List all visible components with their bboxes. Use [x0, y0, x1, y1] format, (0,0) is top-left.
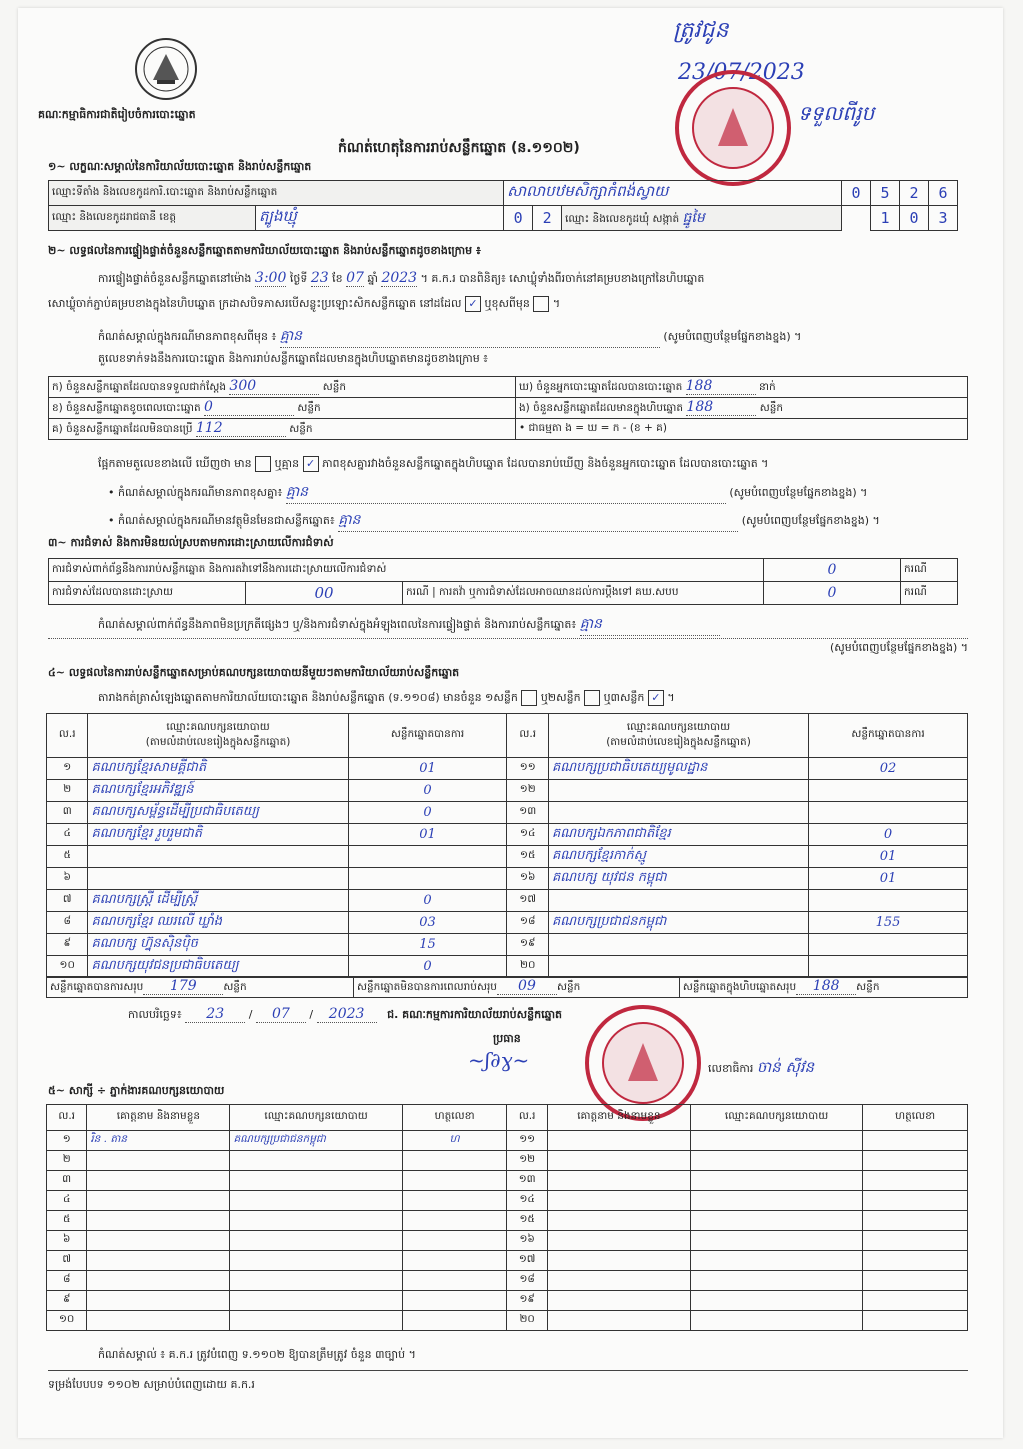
- party-name: គណបក្ស យុវជន កម្ពុជា: [548, 868, 808, 890]
- section2-para1: ការផ្ទៀងផ្ទាត់ចំនួនសន្លឹកឆ្នោតនៅម៉ោង 3:00 ថ្ងៃទី 23 ខែ 07 ឆ្នាំ 2023 ។ គ.ក.រ បានពិនិត្យ៖ សោឃ្លុំទាំងពីរចាក់នៅគម្របខាងក្រៅនៃហិបឆ្នោត: [98, 270, 705, 286]
- party-votes: [809, 890, 968, 912]
- party-no: ៩: [47, 934, 88, 956]
- count-year: 2023: [381, 270, 418, 286]
- section4-intro: តារាងកត់ត្រាសំឡេងឆ្នោតតាមការិយាល័យបោះឆ្នោត និងរាប់សន្លឹកឆ្នោត (ទ.១១០៨) មានចំនួន ១សន្លឹក ឬ២សន្លឹក ឬ៣សន្លឹក ✓ ។: [98, 691, 675, 704]
- witness-name: [547, 1131, 690, 1151]
- unused-ballots-value: 112: [196, 420, 286, 437]
- party-name: គណបក្សសម្ព័ន្ធដើម្បីប្រជាធិបតេយ្យ: [88, 802, 348, 824]
- bullet-foreign-objects: • កំណត់សម្គាល់ក្នុងករណីមានវត្ថុមិនមែនជាសន្លឹកឆ្នោត៖ គ្មាន (សូមបំពេញបន្ថែមផ្នែកខាងខ្នង) ។: [108, 510, 968, 532]
- appeal-value: 0: [764, 582, 901, 605]
- witness-no: ១៤: [507, 1191, 547, 1211]
- witness-signature: [402, 1211, 507, 1231]
- footer-note: កំណត់សម្គាល់ ៖ គ.ក.រ ត្រូវបំពេញ ទ.១១០២ ឱ្យបានត្រឹមត្រូវ ចំនួន ៣ច្បាប់ ។: [98, 1348, 416, 1361]
- witness-signature: [402, 1291, 507, 1311]
- sign-month: 07: [256, 1006, 306, 1023]
- witness-no: ៦: [47, 1231, 87, 1251]
- ballots-in-box-row: ង) ចំនួនសន្លឹកឆ្នោតដែលមានក្នុងហិបឆ្នោត 188 សន្លឹក: [516, 398, 968, 419]
- table-row: [47, 846, 968, 868]
- party-votes: 0: [809, 824, 968, 846]
- witness-party: [690, 1291, 862, 1311]
- sign-date-line: កាលបរិច្ឆេទ៖ 23 / 07 / 2023 ជ. គណៈកម្មការការិយាល័យរាប់សន្លឹកឆ្នោត: [128, 1006, 563, 1022]
- witness-party: គណបក្សប្រជាជនកម្ពុជា: [230, 1131, 402, 1151]
- checkbox-3-sheets[interactable]: ✓: [648, 690, 664, 706]
- party-no: ១៥: [507, 846, 548, 868]
- chair-label: ប្រធាន: [493, 1032, 521, 1045]
- section2-para3: ផ្អែកតាមតួលេខខាងលើ ឃើញថា មាន ឬគ្មាន ✓ ភាពខុសគ្នារវាងចំនួនសន្លឹកឆ្នោតក្នុងហិបឆ្នោត ដែលបានរាប់ឃើញ និងចំនួនអ្នកបោះឆ្នោត ដែលបានបោះឆ្នោត ។: [98, 457, 769, 470]
- nec-emblem-icon: [133, 36, 199, 102]
- table-row: [47, 780, 968, 802]
- section1-title: ១~ លក្ខណៈសម្គាល់នៃការិយាល័យបោះឆ្នោត និងរាប់សន្លឹកឆ្នោត: [48, 160, 312, 173]
- party-name: គណបក្សប្រជាធិបតេយ្យមូលដ្ឋាន: [548, 758, 808, 780]
- table-row: [47, 1171, 968, 1191]
- witness-signature: [402, 1231, 507, 1251]
- footer-form-label: ទម្រង់បែបបទ ១១០២ សម្រាប់បំពេញដោយ គ.ក.រ: [48, 1378, 255, 1391]
- unused-ballots-row: គ) ចំនួនសន្លឹកឆ្នោតដែលមិនបានប្រើ 112 សន្លឹក: [49, 419, 516, 440]
- witness-no: ៧: [47, 1251, 87, 1271]
- party-no: ១: [47, 758, 88, 780]
- total-invalid-value: 09: [497, 978, 557, 995]
- section3-hint: (សូមបំពេញបន្ថែមផ្នែកខាងខ្នង) ។: [48, 638, 968, 657]
- section4-title: ៤~ លទ្ធផលនៃការរាប់សន្លឹកឆ្នោតសម្រាប់គណបក្សនយោបាយនីមួយៗតាមការិយាល័យរាប់សន្លឹកឆ្នោត: [48, 666, 460, 679]
- voters-value: 188: [686, 378, 756, 395]
- sign-year: 2023: [317, 1006, 377, 1023]
- witness-party: [230, 1251, 402, 1271]
- objection-resolved-label: ការជំទាស់ដែលបានដោះស្រាយ: [49, 582, 246, 605]
- party-votes: 03: [348, 912, 507, 934]
- total-in-box-value: 188: [796, 978, 856, 995]
- witness-party: [230, 1271, 402, 1291]
- witness-no: ៤: [47, 1191, 87, 1211]
- commune-value: ធ្នូមៃ: [682, 209, 705, 226]
- witness-name: [87, 1251, 230, 1271]
- checkbox-changed[interactable]: [533, 296, 549, 312]
- witness-no: ៨: [47, 1271, 87, 1291]
- witness-no: ២០: [507, 1311, 547, 1331]
- table-row: [47, 1231, 968, 1251]
- witness-party: [230, 1311, 402, 1331]
- table-row: [47, 1291, 968, 1311]
- witness-party: [230, 1171, 402, 1191]
- witness-signature: [863, 1311, 968, 1331]
- party-votes: [348, 846, 507, 868]
- witness-name: [87, 1271, 230, 1291]
- section2-table-intro: តួលេខទាក់ទងនឹងការបោះឆ្នោត និងការរាប់សន្លឹកឆ្នោតដែលមានក្នុងហិបឆ្នោតមានដូចខាងក្រោម ៖: [98, 352, 489, 365]
- party-name: [548, 934, 808, 956]
- witness-party: [690, 1211, 862, 1231]
- witness-signature: [402, 1251, 507, 1271]
- document-page: [18, 8, 1003, 1438]
- section2-para2: សោឃ្លុំចាក់ភ្ជាប់គម្របខាងក្នុងនៃហិបឆ្នោត ក្រដាសបិទភាសរបើសន្លូះប្រឡោះសិកសន្លឹកឆ្នោត នៅដដែល ✓ ឬខុសពីមុន ។: [48, 297, 561, 310]
- location-label: ឈ្មោះទីតាំង និងលេខកូដការិ.បោះឆ្នោត និងរាប់សន្លឹកឆ្នោត: [49, 181, 504, 206]
- location-code-1: 0: [842, 181, 871, 206]
- party-no: ៧: [47, 890, 88, 912]
- commune-code-2: 0: [900, 206, 929, 231]
- witness-signature: ហ: [402, 1131, 507, 1151]
- chair-signature: ~ʃ∂ɣ~: [468, 1048, 530, 1072]
- party-name: គណបក្សខ្មែរអភិវឌ្ឍន៍: [88, 780, 348, 802]
- province-label: ឈ្មោះ និងលេខកូដរាជធានី ខេត្ត: [49, 206, 256, 231]
- objection-row1-label: ការជំទាស់ពាក់ព័ន្ធនឹងការរាប់សន្លឹកឆ្នោត និងការតវ៉ាទៅនឹងការដោះស្រាយលើការជំទាស់: [49, 559, 764, 582]
- witness-name: [87, 1171, 230, 1191]
- org-name: គណៈកម្មាធិការជាតិរៀបចំការបោះឆ្នោត: [38, 108, 196, 121]
- witness-signature: [402, 1191, 507, 1211]
- witness-no: ១៩: [507, 1291, 547, 1311]
- party-no: ៣: [47, 802, 88, 824]
- party-name: [548, 956, 808, 978]
- location-code-2: 5: [871, 181, 900, 206]
- location-code-3: 2: [900, 181, 929, 206]
- table-row: [47, 956, 968, 978]
- witness-name: [547, 1171, 690, 1191]
- checkbox-unchanged[interactable]: ✓: [465, 296, 481, 312]
- witness-name: [87, 1151, 230, 1171]
- party-no: ១០: [47, 956, 88, 978]
- sign-day: 23: [185, 1006, 245, 1023]
- witness-name: [547, 1291, 690, 1311]
- party-votes: [809, 802, 968, 824]
- count-time: 3:00: [254, 270, 287, 286]
- party-name: [88, 868, 348, 890]
- foreign-objects-value: គ្មាន: [338, 510, 738, 532]
- party-votes: [809, 780, 968, 802]
- checkbox-2-sheets[interactable]: [584, 690, 600, 706]
- official-stamp-top: [668, 68, 798, 188]
- section2-note: កំណត់សម្គាល់ក្នុងករណីមានភាពខុសពីមុន ៖ គ្មាន (សូមបំពេញបន្ថែមផ្នែកខាងខ្នង) ។: [98, 326, 978, 348]
- objection-row1-value: 0: [764, 559, 901, 582]
- top-handwritten-note: ត្រូវជូន: [673, 18, 729, 43]
- party-results-table: ល.រ ឈ្មោះគណបក្សនយោបាយ (តាមលំដាប់លេខរៀងក្នុងសន្លឹកឆ្នោត) សន្លឹកឆ្នោតបានការ ល.រ ឈ្មោះគណបក្សនយោបាយ (តាមលំដាប់លេខរៀងក្នុងសន្លឹកឆ្នោត) សន្លឹកឆ្នោតបានការ ១ គណបក្សខ្មែរសាមគ្គីជាតិ 01 ១១ គណបក្សប្រជាធិបតេយ្យមូលដ្ឋាន 02 ២ គណបក្សខ្មែរអភិវឌ្ឍន៍ 0 ១២ ៣ គណបក្សសម្ព័ន្ធដើម្បីប្រជាធិបតេយ្យ 0 ១៣ ៤ គណបក្សខ្មែរ រួបរួមជាតិ 01 ១៤ គណបក្សឯកភាពជាតិខ្មែរ 0 ៥ ១៥ គណបក្សខ្មែរកាក់ស្មូ 01 ៦ ១៦ គណបក្ស យុវជន កម្ពុជា 01 ៧ គណបក្សស្ត្រី ដើម្បីស្ត្រី 0 ១៧ ៨ គណបក្សខ្មែរ ឈរលើ ឃ្លាំង 03 ១៨ គណបក្សប្រជាជនកម្ពុជា 155 ៩ គណបក្ស ហ្វ៊ុនស៊ិនប៉ិច 15 ១៩ ១០ គណបក្សយុវជនប្រជាធិបតេយ្យ 0 ២០: [46, 713, 968, 978]
- witness-name: [87, 1291, 230, 1311]
- secretary-line: លេខាធិការ ចាន់ ស៊ីវន: [708, 1058, 815, 1076]
- party-name: គណបក្សឯកភាពជាតិខ្មែរ: [548, 824, 808, 846]
- witness-signature: [863, 1191, 968, 1211]
- party-no: ៥: [47, 846, 88, 868]
- witness-signature: [402, 1171, 507, 1191]
- ballots-received-value: 300: [229, 378, 319, 395]
- party-no: ១៦: [507, 868, 548, 890]
- witness-party: [230, 1291, 402, 1311]
- party-name: គណបក្សស្ត្រី ដើម្បីស្ត្រី: [88, 890, 348, 912]
- party-votes: 0: [348, 780, 507, 802]
- table-row: [47, 802, 968, 824]
- witness-no: ២: [47, 1151, 87, 1171]
- witness-no: ៥: [47, 1211, 87, 1231]
- witness-party: [230, 1211, 402, 1231]
- commune-code-3: 3: [929, 206, 958, 231]
- ballot-count-table: [48, 376, 968, 440]
- table-row: [47, 824, 968, 846]
- witness-table: ល.រ គោត្តនាម និងនាមខ្លួន ឈ្មោះគណបក្សនយោបាយ ហត្ថលេខា ល.រ គោត្តនាម និងនាមខ្លួន ឈ្មោះគណបក្សនយោបាយ ហត្ថលេខា ១ រិន . តាន គណបក្សប្រជាជនកម្ពុជា ហ ១១ ២ ១២ ៣ ១៣ ៤ ១៤ ៥ ១៥ ៦ ១៦ ៧ ១៧ ៨ ១៨ ៩ ១៩ ១០ ២០: [46, 1104, 968, 1331]
- difference-value: គ្មាន: [286, 482, 726, 504]
- witness-party: [690, 1131, 862, 1151]
- party-no: ៨: [47, 912, 88, 934]
- voters-row: ឃ) ចំនួនអ្នកបោះឆ្នោតដែលបានបោះឆ្នោត 188 នាក់: [516, 377, 968, 398]
- party-name: គណបក្សប្រជាជនកម្ពុជា: [548, 912, 808, 934]
- checkbox-has-difference[interactable]: [255, 456, 271, 472]
- party-votes: 15: [348, 934, 507, 956]
- party-votes: [809, 956, 968, 978]
- witness-signature: [863, 1271, 968, 1291]
- section5-title: ៥~ សាក្សី ÷ ភ្នាក់ងារគណបក្សនយោបាយ: [48, 1084, 225, 1097]
- witness-signature: [863, 1291, 968, 1311]
- appeal-label: ការតវ៉ា ឬការជំទាស់ដែលអាចឈានដល់ការប្តឹងទៅ គឃ.សបប: [439, 585, 679, 598]
- witness-name: [547, 1231, 690, 1251]
- witness-party: [690, 1271, 862, 1291]
- witness-no: ១១: [507, 1131, 547, 1151]
- party-votes: 0: [348, 956, 507, 978]
- province-code-2: 2: [533, 206, 562, 231]
- party-no: ៤: [47, 824, 88, 846]
- witness-no: ១២: [507, 1151, 547, 1171]
- bullet-difference: • កំណត់សម្គាល់ក្នុងករណីមានភាពខុសគ្នា៖ គ្មាន (សូមបំពេញបន្ថែមផ្នែកខាងខ្នង) ។: [108, 482, 968, 504]
- table-row: [47, 912, 968, 934]
- witness-name: [547, 1271, 690, 1291]
- party-votes: [809, 934, 968, 956]
- party-name: [548, 780, 808, 802]
- witness-signature: [863, 1211, 968, 1231]
- witness-no: ១: [47, 1131, 87, 1151]
- witness-no: ៣: [47, 1171, 87, 1191]
- table-row: [47, 1191, 968, 1211]
- witness-signature: [402, 1151, 507, 1171]
- witness-name: [547, 1191, 690, 1211]
- witness-signature: [863, 1231, 968, 1251]
- table-row: [47, 1311, 968, 1331]
- footer-divider: [48, 1370, 968, 1371]
- party-votes: [348, 868, 507, 890]
- table-row: [47, 934, 968, 956]
- witness-no: ១៧: [507, 1251, 547, 1271]
- witness-signature: [863, 1151, 968, 1171]
- witness-name: [547, 1251, 690, 1271]
- party-name: គណបក្សខ្មែរ ឈរលើ ឃ្លាំង: [88, 912, 348, 934]
- objection-table: ការជំទាស់ពាក់ព័ន្ធនឹងការរាប់សន្លឹកឆ្នោត និងការតវ៉ាទៅនឹងការដោះស្រាយលើការជំទាស់ 0 ករណី ការជំទាស់ដែលបានដោះស្រាយ 00 ករណី | ការតវ៉ា ឬការជំទាស់ដែលអាចឈានដល់ការប្តឹងទៅ គឃ.សបប 0 ករណី: [48, 558, 958, 605]
- province-value: ត្បូងឃ្មុំ: [256, 206, 504, 231]
- spoiled-ballots-row: ខ) ចំនួនសន្លឹកឆ្នោតខូចពេលបោះឆ្នោត 0 សន្លឹក: [49, 398, 516, 419]
- witness-name: [87, 1211, 230, 1231]
- top-handwritten-sign: ទទួលពីរូប: [798, 101, 875, 125]
- section3-note: កំណត់សម្គាល់ពាក់ព័ន្ធនឹងភាពមិនប្រក្រតីផ្សេងៗ ឬ/និងការជំទាស់ក្នុងអំឡុងពេលនៃការផ្ទៀងផ្ទាត់ និងការរាប់សន្លឹកឆ្នោត៖ គ្មាន: [98, 614, 978, 636]
- party-votes: 01: [809, 846, 968, 868]
- totals-row: សន្លឹកឆ្នោតបានការសរុប 179 សន្លឹក សន្លឹកឆ្នោតមិនបានការពេលរាប់សរុប 09 សន្លឹក សន្លឹកឆ្នោតក្នុងហិបឆ្នោតសរុប 188 សន្លឹក: [46, 976, 968, 998]
- party-votes: 01: [348, 758, 507, 780]
- party-no: ១៧: [507, 890, 548, 912]
- party-name: គណបក្ស ហ្វ៊ុនស៊ិនប៉ិច: [88, 934, 348, 956]
- party-no: ៦: [47, 868, 88, 890]
- witness-name: [547, 1311, 690, 1331]
- section1-table: [48, 180, 958, 231]
- party-name: គណបក្សខ្មែរសាមគ្គីជាតិ: [88, 758, 348, 780]
- table-row: [47, 868, 968, 890]
- party-no: ១៣: [507, 802, 548, 824]
- party-votes: 0: [348, 802, 507, 824]
- witness-party: [690, 1231, 862, 1251]
- table-row: [47, 1271, 968, 1291]
- witness-name: [87, 1231, 230, 1251]
- witness-no: ១៥: [507, 1211, 547, 1231]
- formula-row: • ជាធម្មតា ង = ឃ = ក - (ខ + គ): [516, 419, 968, 440]
- checkbox-no-difference[interactable]: ✓: [303, 456, 319, 472]
- party-no: ១៨: [507, 912, 548, 934]
- location-value: សាលាបឋមសិក្សាកំពង់ស្វាយ: [504, 181, 842, 206]
- count-month: 07: [346, 270, 364, 286]
- note-value: គ្មាន: [280, 326, 660, 348]
- witness-no: ៩: [47, 1291, 87, 1311]
- witness-party: [690, 1191, 862, 1211]
- ballots-received-row: ក) ចំនួនសន្លឹកឆ្នោតដែលបានទទួលជាក់ស្តែង 300 សន្លឹក: [49, 377, 516, 398]
- party-name: គណបក្សយុវជនប្រជាធិបតេយ្យ: [88, 956, 348, 978]
- commune-label: ឈ្មោះ និងលេខកូដឃុំ សង្កាត់ ធ្នូមៃ: [562, 206, 842, 231]
- witness-no: ១៦: [507, 1231, 547, 1251]
- witness-no: ១៨: [507, 1271, 547, 1291]
- party-name: គណបក្សខ្មែរ រួបរួមជាតិ: [88, 824, 348, 846]
- count-day: 23: [310, 270, 329, 286]
- province-code-1: 0: [504, 206, 533, 231]
- witness-name: [87, 1311, 230, 1331]
- witness-party: [230, 1151, 402, 1171]
- witness-no: ១៣: [507, 1171, 547, 1191]
- witness-party: [230, 1191, 402, 1211]
- table-row: [47, 1211, 968, 1231]
- table-row: [47, 1251, 968, 1271]
- party-name: [88, 846, 348, 868]
- party-votes: 02: [809, 758, 968, 780]
- witness-signature: [402, 1271, 507, 1291]
- party-no: ១២: [507, 780, 548, 802]
- party-votes: 155: [809, 912, 968, 934]
- spoiled-ballots-value: 0: [204, 399, 294, 416]
- witness-party: [690, 1151, 862, 1171]
- party-votes: 01: [809, 868, 968, 890]
- witness-party: [690, 1311, 862, 1331]
- committee-label: ជ. គណៈកម្មការការិយាល័យរាប់សន្លឹកឆ្នោត: [387, 1008, 563, 1021]
- witness-signature: [402, 1311, 507, 1331]
- party-name: [548, 802, 808, 824]
- table-row: [47, 1131, 968, 1151]
- witness-party: [230, 1231, 402, 1251]
- witness-signature: [863, 1251, 968, 1271]
- top-handwritten-date: 23/07/2023: [678, 60, 805, 85]
- section3-note-value: គ្មាន: [580, 614, 720, 636]
- party-no: ១៤: [507, 824, 548, 846]
- section2-title: ២~ លទ្ធផលនៃការផ្ទៀងផ្ទាត់ចំនួនសន្លឹកឆ្នោតតាមការិយាល័យបោះឆ្នោត និងរាប់សន្លឹកឆ្នោតដូចខាងក្រោម ៖: [48, 244, 481, 257]
- party-no: ២: [47, 780, 88, 802]
- party-no: ១១: [507, 758, 548, 780]
- party-no: ២០: [507, 956, 548, 978]
- witness-signature: [863, 1131, 968, 1151]
- party-name: គណបក្សខ្មែរកាក់ស្មូ: [548, 846, 808, 868]
- witness-name: [87, 1191, 230, 1211]
- party-votes: 01: [348, 824, 507, 846]
- witness-name: [547, 1151, 690, 1171]
- commune-code-1: 1: [871, 206, 900, 231]
- table-row: [47, 758, 968, 780]
- party-votes: 0: [348, 890, 507, 912]
- table-row: [47, 890, 968, 912]
- location-code-4: 6: [929, 181, 958, 206]
- ballots-in-box-value: 188: [686, 399, 756, 416]
- witness-signature: [863, 1171, 968, 1191]
- witness-name: [547, 1211, 690, 1231]
- witness-party: [690, 1171, 862, 1191]
- section3-title: ៣~ ការជំទាស់ និងការមិនយល់ស្របតាមការដោះស្រាយលើការជំទាស់: [48, 536, 334, 549]
- page-title: កំណត់ហេតុនៃការរាប់សន្លឹកឆ្នោត (ន.១១០២): [338, 140, 580, 156]
- witness-name: រិន . តាន: [87, 1131, 230, 1151]
- secretary-name: ចាន់ ស៊ីវន: [756, 1058, 815, 1076]
- witness-party: [690, 1251, 862, 1271]
- objection-resolved-value: 00: [246, 582, 403, 605]
- witness-no: ១០: [47, 1311, 87, 1331]
- table-row: [47, 1151, 968, 1171]
- checkbox-1-sheet[interactable]: [521, 690, 537, 706]
- party-name: [548, 890, 808, 912]
- total-valid-value: 179: [143, 978, 223, 995]
- party-no: ១៩: [507, 934, 548, 956]
